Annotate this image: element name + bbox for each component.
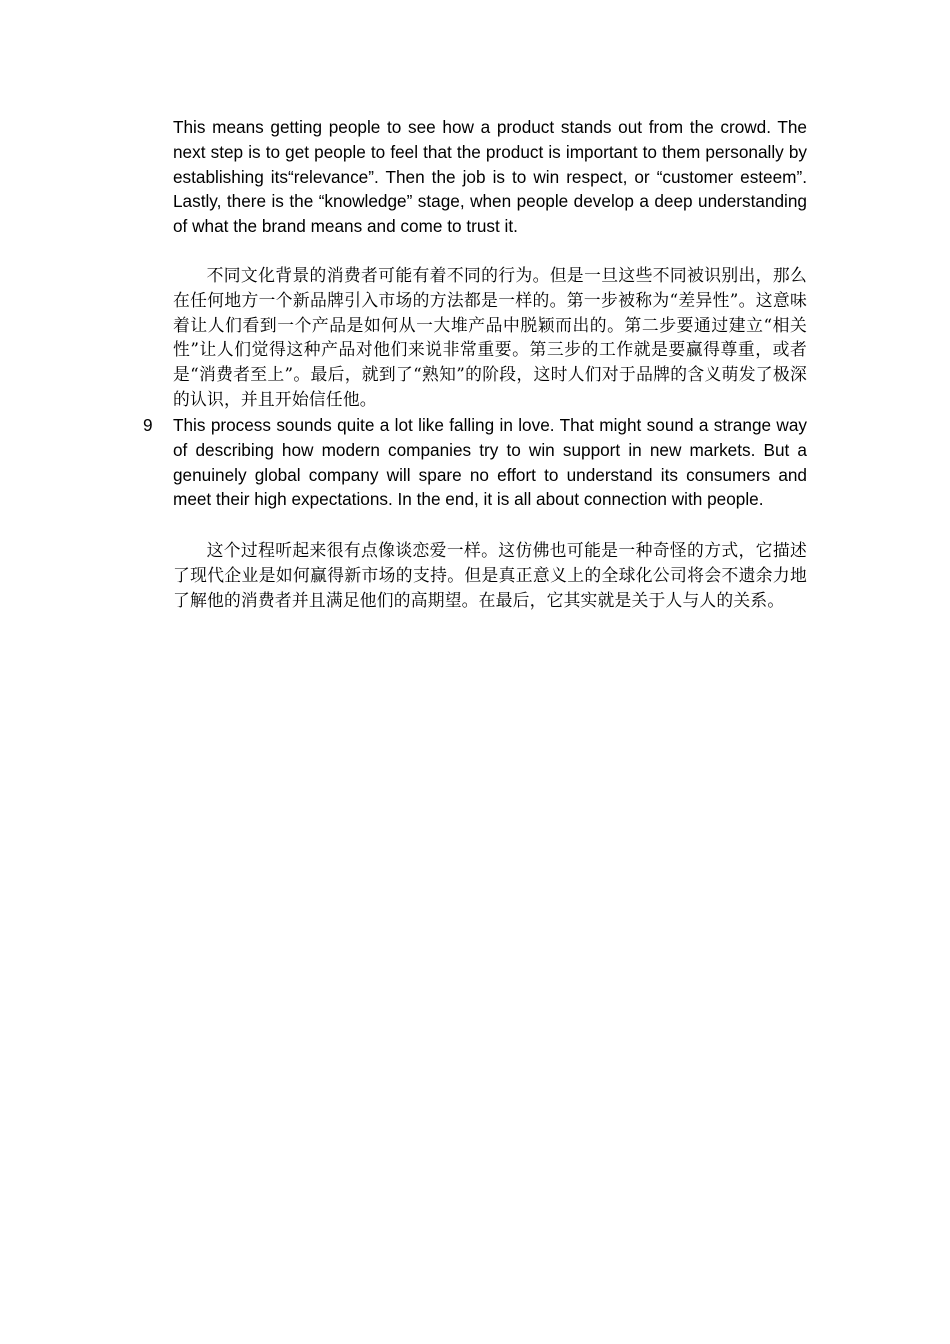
paragraph-9-english: This process sounds quite a lot like falling in love. That might sound a strange way of describing how modern companies try to win support in new markets. But a genuinely global company will spare no effort to understand its consumers and meet their high expectations. In the end, it is all about connection with people. bbox=[173, 415, 807, 510]
paragraph-9-number: 9 bbox=[143, 415, 153, 435]
paragraph-8-chinese: 不同文化背景的消费者可能有着不同的行为。但是一旦这些不同被识别出，那么在任何地方一个新品牌引入市场的方法都是一样的。第一步被称为“差异性”。这意味着让人们看到一个产品是如何从一大堆产品中脱颖而出的。第二步要通过建立“相关性”让人们觉得这种产品对他们来说非常重要。第三步的工作就是要赢得尊重，或者是“消费者至上”。最后，就到了“熟知”的阶段，这时人们对于品牌的含义萌发了极深的认识，并且开始信任他。 bbox=[173, 265, 807, 409]
paragraph-9-chinese: 这个过程听起来很有点像谈恋爱一样。这仿佛也可能是一种奇怪的方式，它描述了现代企业是如何赢得新市场的支持。但是真正意义上的全球化公司将会不遗余力地了解他的消费者并且满足他们的高期望。在最后，它其实就是关于人与人的关系。 bbox=[173, 540, 807, 610]
paragraph-8-english: This means getting people to see how a product stands out from the crowd. The next step is to get people to feel that the product is important to them personally by establishing its“relevance”. Then the job is to win respect, or “customer esteem”. Lastly, there is the “knowledge” stage, when people develop a deep understanding of what the brand means and come to trust it. bbox=[173, 117, 807, 237]
